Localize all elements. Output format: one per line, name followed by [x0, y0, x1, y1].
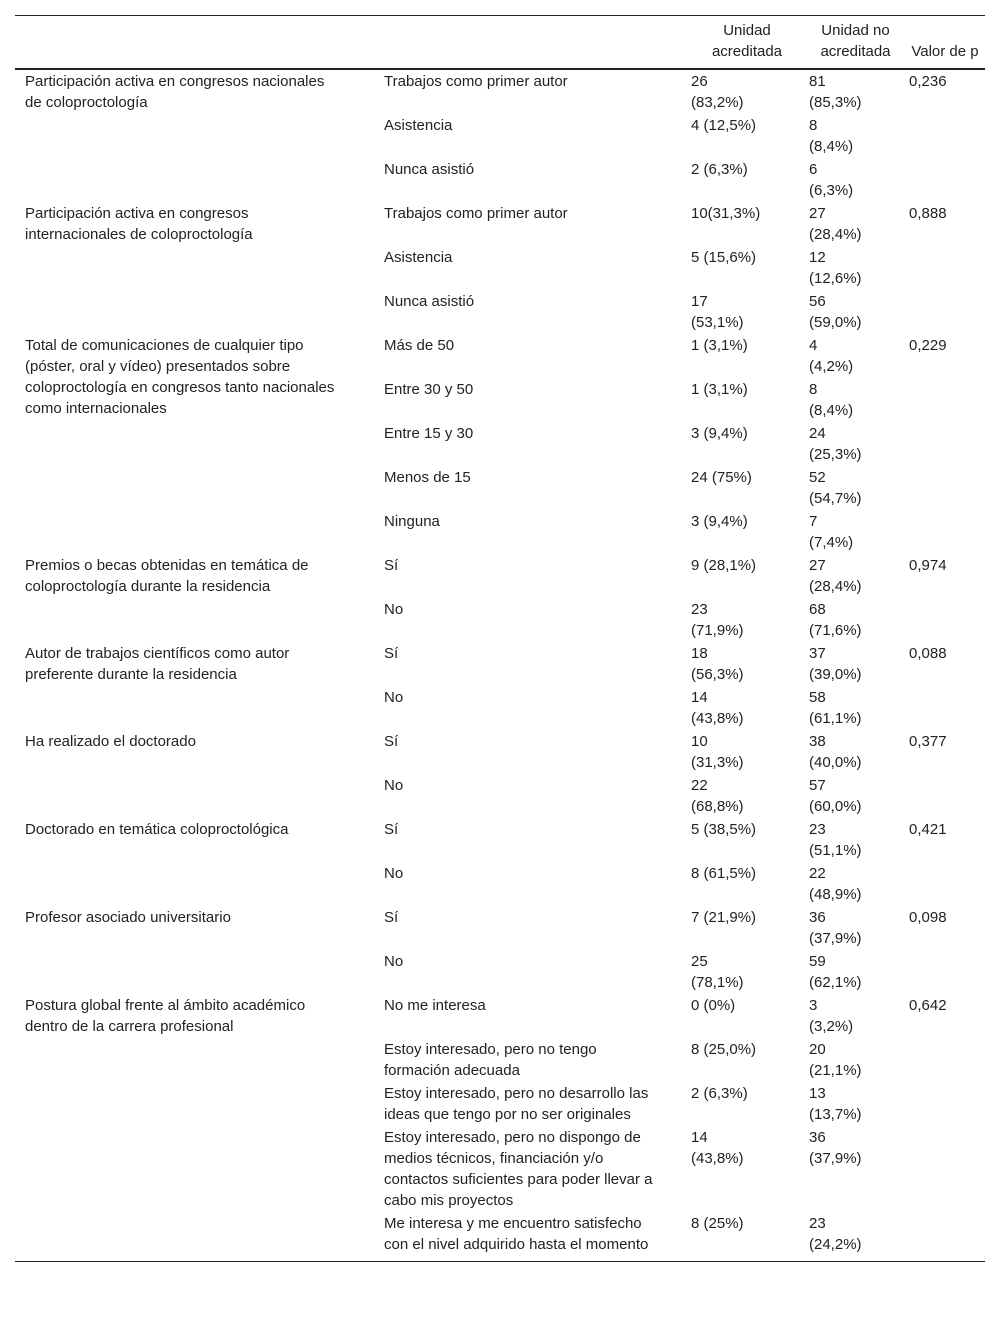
- table-row: [15, 642, 985, 686]
- option-cell: Sí: [384, 733, 399, 750]
- option-cell: Estoy interesado, pero no dispongo de medios técnicos, financiación y/o contactos suficientes para poder llevar a cabo mis proyectos: [384, 1129, 653, 1209]
- accredited-value: 3 (9,4%): [691, 425, 748, 442]
- accredited-value: 2 (6,3%): [691, 161, 748, 178]
- not-accredited-value: 12 (12,6%): [809, 249, 862, 287]
- not-accredited-value: 52 (54,7%): [809, 469, 862, 507]
- not-accredited-value: 81 (85,3%): [809, 73, 862, 111]
- table-row: [15, 554, 985, 598]
- accredited-value: 7 (21,9%): [691, 909, 757, 926]
- p-value-cell: 0,236: [909, 73, 947, 90]
- table-row: [15, 730, 985, 774]
- option-cell: Sí: [384, 645, 399, 662]
- option-cell: Trabajos como primer autor: [384, 73, 568, 90]
- results-table: [15, 15, 985, 1262]
- not-accredited-value: 56 (59,0%): [809, 293, 862, 331]
- category-cell: Premios o becas obtenidas en temática de coloproctología durante la residencia: [25, 557, 309, 595]
- header-option: [374, 16, 688, 70]
- accredited-value: 10(31,3%): [691, 205, 761, 222]
- not-accredited-value: 27 (28,4%): [809, 205, 862, 243]
- accredited-value: 24 (75%): [691, 469, 752, 486]
- accredited-value: 4 (12,5%): [691, 117, 757, 134]
- p-value-cell: 0,377: [909, 733, 947, 750]
- not-accredited-value: 8 (8,4%): [809, 381, 854, 419]
- option-cell: No: [384, 777, 404, 794]
- not-accredited-value: 8 (8,4%): [809, 117, 854, 155]
- category-cell: Total de comunicaciones de cualquier tipo (póster, oral y vídeo) presentados sobre coloproctología en congresos tanto nacionales como internacionales: [25, 337, 335, 417]
- option-cell: No: [384, 865, 404, 882]
- option-cell: Nunca asistió: [384, 293, 475, 310]
- p-value-cell: 0,088: [909, 645, 947, 662]
- category-cell: Doctorado en temática coloproctológica: [25, 821, 289, 838]
- option-cell: Entre 15 y 30: [384, 425, 474, 442]
- option-cell: Asistencia: [384, 249, 453, 266]
- accredited-value: 17 (53,1%): [691, 293, 744, 331]
- accredited-value: 10 (31,3%): [691, 733, 744, 771]
- header-not-accredited: Unidad no acreditada: [820, 22, 891, 60]
- accredited-value: 14 (43,8%): [691, 1129, 744, 1167]
- accredited-value: 23 (71,9%): [691, 601, 744, 639]
- p-value-cell: 0,974: [909, 557, 947, 574]
- not-accredited-value: 6 (6,3%): [809, 161, 854, 199]
- not-accredited-value: 20 (21,1%): [809, 1041, 862, 1079]
- table-row: [15, 202, 985, 246]
- accredited-value: 8 (25%): [691, 1215, 744, 1232]
- not-accredited-value: 4 (4,2%): [809, 337, 854, 375]
- not-accredited-value: 13 (13,7%): [809, 1085, 862, 1123]
- not-accredited-value: 36 (37,9%): [809, 909, 862, 947]
- option-cell: Entre 30 y 50: [384, 381, 474, 398]
- option-cell: Sí: [384, 557, 399, 574]
- accredited-value: 14 (43,8%): [691, 689, 744, 727]
- category-cell: Autor de trabajos científicos como autor preferente durante la residencia: [25, 645, 290, 683]
- not-accredited-value: 27 (28,4%): [809, 557, 862, 595]
- accredited-value: 5 (15,6%): [691, 249, 757, 266]
- not-accredited-value: 59 (62,1%): [809, 953, 862, 991]
- not-accredited-value: 58 (61,1%): [809, 689, 862, 727]
- accredited-value: 8 (61,5%): [691, 865, 757, 882]
- category-cell: Postura global frente al ámbito académico dentro de la carrera profesional: [25, 997, 306, 1035]
- accredited-value: 5 (38,5%): [691, 821, 757, 838]
- option-cell: Asistencia: [384, 117, 453, 134]
- category-cell: Participación activa en congresos internacionales de coloproctología: [25, 205, 253, 243]
- option-cell: Nunca asistió: [384, 161, 475, 178]
- option-cell: Me interesa y me encuentro satisfecho con el nivel adquirido hasta el momento: [384, 1215, 649, 1253]
- not-accredited-value: 38 (40,0%): [809, 733, 862, 771]
- table-header: [15, 16, 985, 70]
- accredited-value: 18 (56,3%): [691, 645, 744, 683]
- accredited-value: 26 (83,2%): [691, 73, 744, 111]
- table-row: [15, 69, 985, 114]
- option-cell: Estoy interesado, pero no desarrollo las ideas que tengo por no ser originales: [384, 1085, 649, 1123]
- accredited-value: 9 (28,1%): [691, 557, 757, 574]
- accredited-value: 22 (68,8%): [691, 777, 744, 815]
- option-cell: No: [384, 953, 404, 970]
- accredited-value: 1 (3,1%): [691, 381, 748, 398]
- accredited-value: 3 (9,4%): [691, 513, 748, 530]
- option-cell: Estoy interesado, pero no tengo formación adecuada: [384, 1041, 597, 1079]
- accredited-value: 0 (0%): [691, 997, 736, 1014]
- p-value-cell: 0,098: [909, 909, 947, 926]
- option-cell: No: [384, 601, 404, 618]
- not-accredited-value: 24 (25,3%): [809, 425, 862, 463]
- option-cell: Ninguna: [384, 513, 440, 530]
- not-accredited-value: 22 (48,9%): [809, 865, 862, 903]
- accredited-value: 2 (6,3%): [691, 1085, 748, 1102]
- table-row: [15, 906, 985, 950]
- category-cell: Participación activa en congresos nacionales de coloproctología: [25, 73, 325, 111]
- table-row: [15, 994, 985, 1038]
- not-accredited-value: 36 (37,9%): [809, 1129, 862, 1167]
- p-value-cell: 0,642: [909, 997, 947, 1014]
- table-row: [15, 334, 985, 378]
- p-value-cell: 0,229: [909, 337, 947, 354]
- header-p-value: Valor de p: [911, 43, 979, 60]
- p-value-cell: 0,421: [909, 821, 947, 838]
- p-value-cell: 0,888: [909, 205, 947, 222]
- option-cell: No me interesa: [384, 997, 486, 1014]
- not-accredited-value: 7 (7,4%): [809, 513, 854, 551]
- header-category: [15, 16, 374, 70]
- option-cell: Trabajos como primer autor: [384, 205, 568, 222]
- not-accredited-value: 68 (71,6%): [809, 601, 862, 639]
- not-accredited-value: 57 (60,0%): [809, 777, 862, 815]
- option-cell: Sí: [384, 909, 399, 926]
- option-cell: No: [384, 689, 404, 706]
- accredited-value: 25 (78,1%): [691, 953, 744, 991]
- category-cell: Ha realizado el doctorado: [25, 733, 196, 750]
- not-accredited-value: 3 (3,2%): [809, 997, 854, 1035]
- option-cell: Más de 50: [384, 337, 455, 354]
- not-accredited-value: 23 (51,1%): [809, 821, 862, 859]
- accredited-value: 1 (3,1%): [691, 337, 748, 354]
- accredited-value: 8 (25,0%): [691, 1041, 757, 1058]
- table-body: [15, 69, 985, 1262]
- option-cell: Sí: [384, 821, 399, 838]
- header-accredited: Unidad acreditada: [711, 22, 783, 60]
- table-row: [15, 818, 985, 862]
- category-cell: Profesor asociado universitario: [25, 909, 231, 926]
- not-accredited-value: 37 (39,0%): [809, 645, 862, 683]
- not-accredited-value: 23 (24,2%): [809, 1215, 862, 1253]
- option-cell: Menos de 15: [384, 469, 471, 486]
